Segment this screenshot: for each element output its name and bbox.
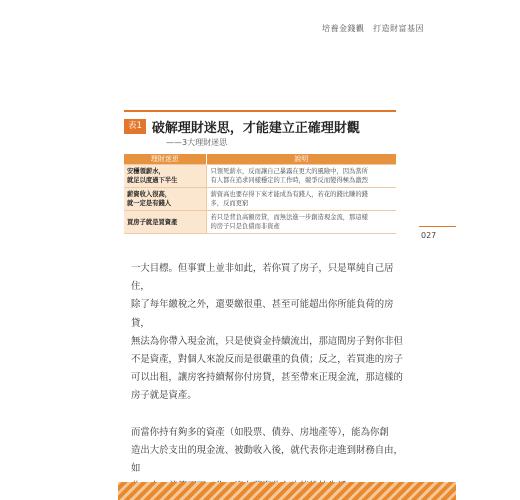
text-line: 不是資產，對個人來說反而是很嚴重的負債；反之，若買進的房子: [131, 354, 403, 366]
explanation-line: 有人都在追求同樣穩定的工作時，競爭反而變得極為激烈: [210, 177, 368, 184]
myths-table: [124, 154, 396, 234]
explanation-cell: [206, 165, 396, 188]
decorative-stripe-bar: [118, 482, 456, 500]
body-text: [131, 260, 403, 496]
text-line: 造出大於支出的現金流、被動收入後，就代表你走進到財務自由，如: [131, 444, 403, 475]
myth-line: 就足以度過下半生: [127, 177, 178, 184]
table-title: 破解理財迷思，才能建立正確理財觀: [151, 121, 360, 136]
myth-cell: [124, 211, 206, 234]
text-line: 一大目標。但事實上並非如此，若你買了房子，只是單純自己居住，: [131, 263, 394, 293]
table-row: [124, 211, 396, 234]
paragraph: [131, 260, 403, 406]
text-line: 房子就是資產。: [131, 390, 197, 402]
myth-line: 買房子就是買資產: [127, 218, 178, 226]
explanation-line: 只領死薪水，反而讓自己暴露在更大的風險中，因為當所: [210, 168, 368, 175]
table-subtitle: ——3大理財迷思: [166, 138, 228, 147]
table-tag: 表1: [124, 119, 146, 134]
text-line: 除了每年繳稅之外，還要繳很重、甚至可能超出你所能負荷的房貸，: [131, 299, 394, 329]
explanation-cell: [206, 188, 396, 211]
explanation-line: 薪資高也要存得下來才能成為有錢人，若花的錢比賺的錢: [210, 191, 368, 198]
text-line: 可以出租，讓房客持續幫你付房貸，甚至帶來正現金流，那這樣的: [131, 372, 403, 384]
table-top-rule: [124, 110, 396, 112]
table-row: [124, 188, 396, 211]
column-header-myth: 理財迷思: [124, 154, 206, 165]
page-number: 027: [421, 231, 437, 240]
table-block: [124, 110, 396, 234]
myth-line: 安穩領薪水，: [127, 168, 165, 175]
myth-line: 薪資收入很高，: [127, 191, 172, 198]
table-row: [124, 165, 396, 188]
page-number-rule: [419, 226, 456, 227]
explanation-cell: [206, 211, 396, 234]
text-line: 而當你持有夠多的資產（如股票、債券、房地產等），能為你創: [131, 426, 389, 438]
table-title-row: [124, 117, 396, 136]
text-line: 無法為你帶入現金流，只是使資金持續流出，那這間房子對你非但: [131, 335, 403, 347]
table-header-row: [124, 154, 396, 165]
myth-cell: [124, 165, 206, 188]
explanation-line: 的房子只是負債而非資產: [210, 223, 280, 230]
myth-line: 就一定是有錢人: [127, 200, 172, 207]
running-head: 培養金錢觀 打造財富基因: [322, 24, 424, 33]
column-header-explanation: 說明: [206, 154, 396, 165]
myth-cell: [124, 188, 206, 211]
explanation-line: 若只是背負高額房貸，而無法進一步創造現金流，那這樣: [210, 214, 368, 221]
explanation-line: 多，反而更窮: [210, 200, 249, 207]
